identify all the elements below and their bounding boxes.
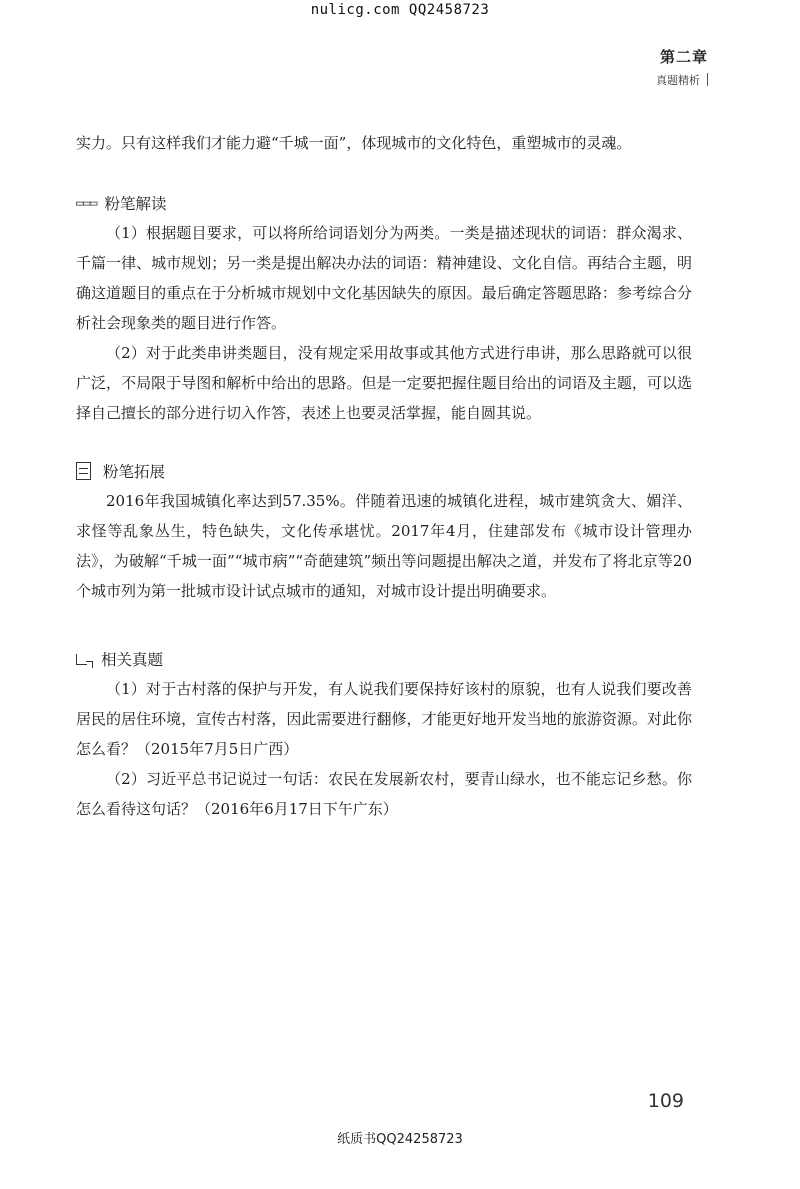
intro-paragraph: 实力。只有这样我们才能力避“千城一面”，体现城市的文化特色，重塑城市的灵魂。: [76, 134, 632, 152]
corner-arrow-icon: [76, 654, 87, 665]
section-title-reading: 粉笔解读: [104, 195, 167, 213]
reading-paragraph-2: （2）对于此类串讲类题目，没有规定采用故事或其他方式进行串讲，那么思路就可以很广泛，不局限于导图和解析中给出的思路。但是一定要把握住题目给出的词语及主题，可以选择自己擅长的部分进行切入作答，表述上也要灵活掌握，能自圆其说。: [76, 344, 692, 422]
watermark-bottom: 纸质书QQ24258723: [337, 1132, 463, 1147]
running-head: [656, 46, 708, 88]
document-icon: [76, 462, 91, 480]
section-heading-reading: [76, 188, 692, 218]
section-heading-related: [76, 644, 692, 674]
extension-paragraph-1: 2016年我国城镇化率达到57.35%。伴随着迅速的城镇化进程，城市建筑贪大、媚洋、求怪等乱象丛生，特色缺失，文化传承堪忧。2017年4月，住建部发布《城市设计管理办法》，为破解“千城一面”“城市病”“奇葩建筑”频出等问题提出解决之道，并发布了将北京等20个城市列为第一批城市设计试点城市的通知，对城市设计提出明确要求。: [76, 492, 692, 600]
section-title-extension: 粉笔拓展: [103, 463, 166, 481]
section-title-related: 相关真题: [101, 651, 164, 669]
watermark-top: nulicg.com QQ2458723: [310, 2, 490, 18]
page-number: 109: [647, 1090, 684, 1112]
chapter-subtitle: 真题精析: [656, 72, 708, 88]
page-body: [76, 128, 692, 824]
section-heading-extension: [76, 456, 692, 486]
related-question-1: （1）对于古村落的保护与开发，有人说我们要保持好该村的原貌，也有人说我们要改善居民的居住环境，宣传古村落，因此需要进行翻修，才能更好地开发当地的旅游资源。对此你怎么看？（2015年7月5日广西）: [76, 680, 692, 758]
reading-paragraph-1: （1）根据题目要求，可以将所给词语划分为两类。一类是描述现状的词语：群众渴求、千篇一律、城市规划；另一类是提出解决办法的词语：精神建设、文化自信。再结合主题，明确这道题目的重点在于分析城市规划中文化基因缺失的原因。最后确定答题思路：参考综合分析社会现象类的题目进行作答。: [76, 224, 692, 332]
list-icon: ▭▭▭: [76, 195, 97, 211]
related-question-2: （2）习近平总书记说过一句话：农民在发展新农村，要青山绿水，也不能忘记乡愁。你怎么看待这句话？（2016年6月17日下午广东）: [76, 770, 692, 818]
chapter-label: 第二章: [659, 48, 708, 66]
